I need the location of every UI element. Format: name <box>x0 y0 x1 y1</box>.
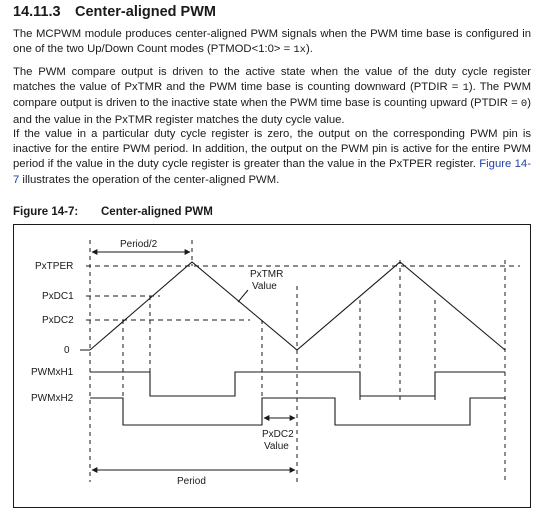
paragraph-compare-text-a: The PWM compare output is driven to the active state when the value of the duty cycle register matches the value of PxTMR and the PWM time base is counting downward (PTDIR = <box>13 66 531 94</box>
pxdc1-label: PxDC1 <box>42 291 74 302</box>
paragraph-intro-end: ). <box>305 43 313 56</box>
paragraph-intro-text: The MCPWM module produces center-aligned PWM signals when the PWM time base is configured in one of the two Up/Down Count modes (PTMOD<1:0> = <box>13 28 531 56</box>
paragraph-compare-text-c: ) and the value in the PxTMR register matches the duty cycle value. <box>13 97 531 126</box>
figure-frame <box>14 225 531 508</box>
period-half-label: Period/2 <box>120 239 158 250</box>
pxtmr-value-leader <box>238 290 248 302</box>
pxtmr-label: PxTMR <box>250 269 284 280</box>
ptmod-code: 1x <box>293 44 306 57</box>
pxdc2-label: PxDC2 <box>42 315 74 326</box>
ptdir-code-1: 1 <box>462 82 469 95</box>
section-number: 14.11.3 <box>13 4 61 20</box>
pxtper-label: PxTPER <box>35 261 74 272</box>
pxtmr-value-label: Value <box>252 281 277 292</box>
pwmxh2-waveform <box>90 398 505 425</box>
zero-label: 0 <box>64 345 70 356</box>
period-label: Period <box>177 476 206 487</box>
pxdc2-value-label: PxDC2 <box>262 429 294 440</box>
pwmxh2-label: PWMxH2 <box>31 393 74 404</box>
pwmxh1-label: PWMxH1 <box>31 367 74 378</box>
paragraph-duty-cycle-end: illustrates the operation of the center-aligned PWM. <box>19 173 280 186</box>
section-title: Center-aligned PWM <box>75 4 216 20</box>
paragraph-duty-cycle-text: If the value in a particular duty cycle register is zero, the output on the corresponding PWM pin is inactive for the entire PWM period. In addition, the output on the PWM pin is active for the entire PWM period if the value in the duty cycle register is greater than the value in the PxTPER register. <box>13 128 531 171</box>
figure-title: Center-aligned PWM <box>101 206 213 218</box>
ptdir-code-0: 0 <box>520 98 528 111</box>
pxdc2-value-label-line2: Value <box>264 441 289 452</box>
figure-number: Figure 14-7: <box>13 206 79 218</box>
figure-link[interactable]: Figure 14-7 <box>13 158 531 186</box>
paragraph-compare-text-b: ). The PWM compare output is driven to the inactive state when the PWM time base is counting upward (PTDIR = <box>13 81 531 110</box>
